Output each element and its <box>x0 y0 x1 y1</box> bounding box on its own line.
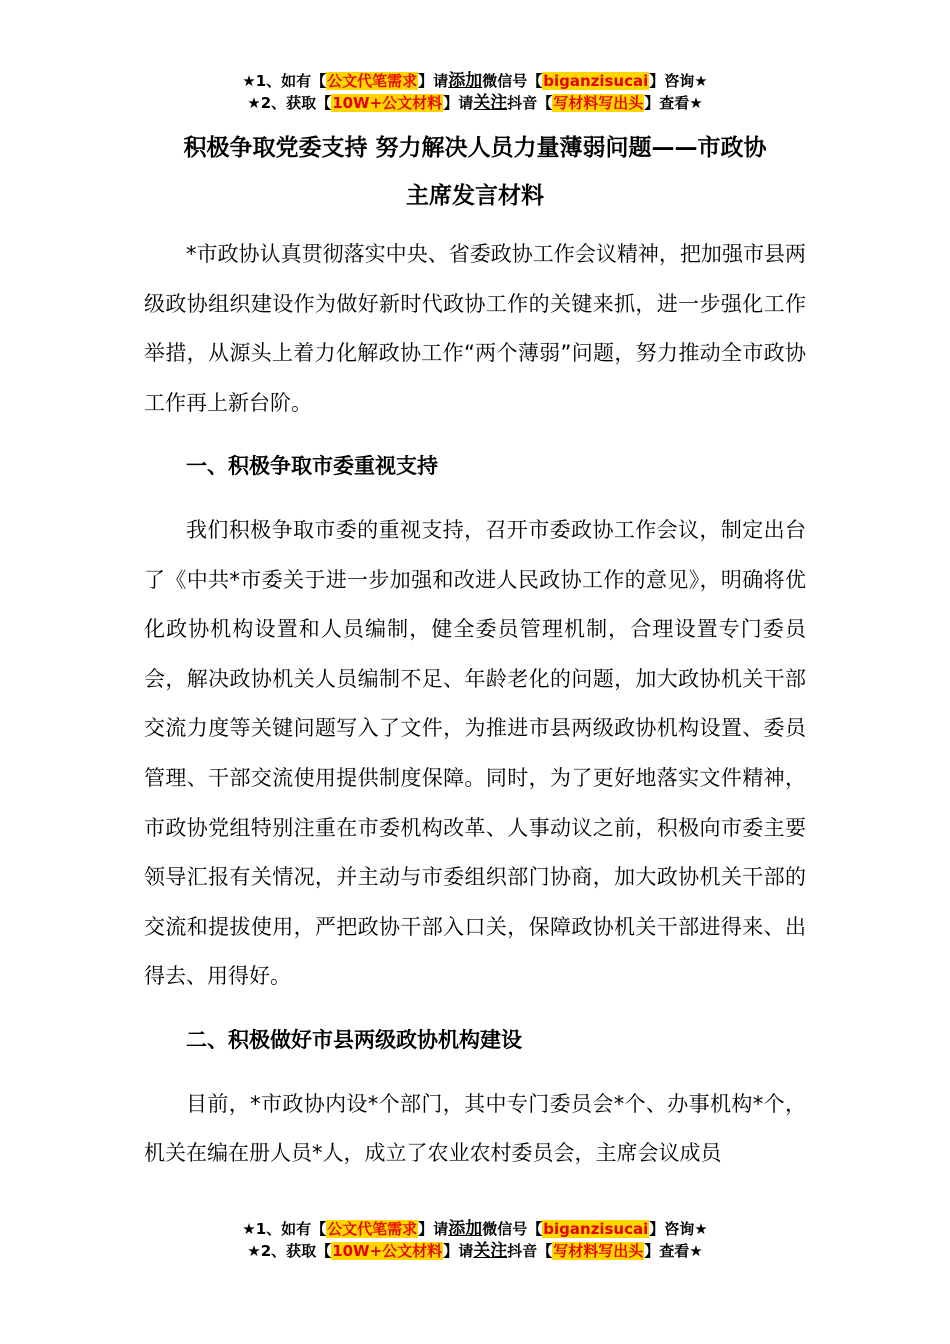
promo-line-2 <box>0 92 950 114</box>
promo-text: 】查看★ <box>644 1242 703 1260</box>
promo-wechat-id: biganzisucai <box>543 72 649 90</box>
promo-line-1 <box>0 70 950 92</box>
promo-text: 】请 <box>418 72 449 90</box>
section-heading-1: 一、积极争取市委重视支持 <box>186 454 438 479</box>
promo-highlight: 公文代笔需求 <box>327 72 418 90</box>
promo-highlight: 10W+公文材料 <box>332 94 443 112</box>
promo-text: 抖音【 <box>507 1242 553 1260</box>
promo-highlight: 10W+公文材料 <box>332 1242 443 1260</box>
promo-text: ★1、如有【 <box>242 1220 327 1238</box>
promo-text: ★2、获取【 <box>247 94 332 112</box>
intro-paragraph: *市政协认真贯彻落实中央、省委政协工作会议精神，把加强市县两级政协组织建设作为做好新时代政协工作的关键来抓，进一步强化工作举措，从源头上着力化解政协工作“两个薄弱”问题，努力推动全市政协工作再上新台阶。 <box>144 242 806 415</box>
promo-text: 】咨询★ <box>649 72 708 90</box>
document-body <box>144 124 806 1179</box>
promo-underline: 关注 <box>473 1241 508 1261</box>
promo-underline: 关注 <box>473 93 508 113</box>
promo-text: 微信号【 <box>482 1220 543 1238</box>
promo-banner-top <box>0 70 950 114</box>
promo-banner-bottom <box>0 1218 950 1262</box>
promo-underline: 添加 <box>448 71 483 91</box>
promo-highlight: 公文代笔需求 <box>327 1220 418 1238</box>
promo-wechat-id: biganzisucai <box>543 1220 649 1238</box>
section-body-2: 目前，*市政协内设*个部门，其中专门委员会*个、办事机构*个，机关在编在册人员*人，成立了农业农村委员会，主席会议成员 <box>144 1091 806 1166</box>
section-heading-2: 二、积极做好市县两级政协机构建设 <box>186 1027 522 1052</box>
promo-douyin-id: 写材料写出头 <box>553 1242 644 1260</box>
promo-underline: 添加 <box>448 1219 483 1239</box>
promo-douyin-id: 写材料写出头 <box>553 94 644 112</box>
document-title-line-1: 积极争取党委支持 努力解决人员力量薄弱问题——市政协 <box>183 135 767 161</box>
document-title-line-2: 主席发言材料 <box>406 183 544 209</box>
promo-line-1 <box>0 1218 950 1240</box>
promo-text: 】请 <box>443 1242 474 1260</box>
document-title <box>144 124 806 220</box>
section-body-1: 我们积极争取市委的重视支持，召开市委政协工作会议，制定出台了《中共*市委关于进一步加强和改进人民政协工作的意见》，明确将优化政协机构设置和人员编制，健全委员管理机制，合理设置专门委员会，解决政协机关人员编制不足、年龄老化的问题，加大政协机关干部交流力度等关键问题写入了文件，为推进市县两级政协机构设置、委员管理、干部交流使用提供制度保障。同时，为了更好地落实文件精神，市政协党组特别注重在市委机构改革、人事动议之前，积极向市委主要领导汇报有关情况，并主动与市委组织部门协商，加大政协机关干部的交流和提拔使用，严把政协干部入口关，保障政协机关干部进得来、出得去、用得好。 <box>144 517 806 989</box>
promo-text: 抖音【 <box>507 94 553 112</box>
promo-text: 】查看★ <box>644 94 703 112</box>
promo-text: ★2、获取【 <box>247 1242 332 1260</box>
promo-text: 微信号【 <box>482 72 543 90</box>
promo-line-2 <box>0 1240 950 1262</box>
promo-text: ★1、如有【 <box>242 72 327 90</box>
promo-text: 】请 <box>443 94 474 112</box>
promo-text: 】请 <box>418 1220 449 1238</box>
promo-text: 】咨询★ <box>649 1220 708 1238</box>
